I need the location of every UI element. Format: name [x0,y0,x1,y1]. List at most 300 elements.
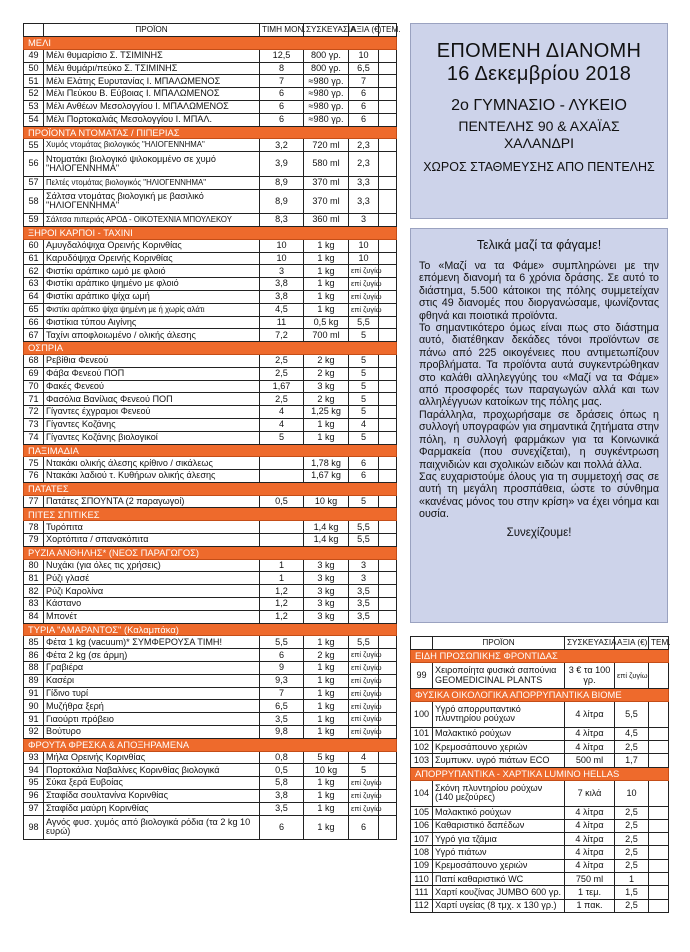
table-row [24,534,397,547]
item-name: Μήλα Ορεινής Κορινθίας [44,751,260,764]
item-number: 106 [411,819,433,832]
table-row [24,815,397,840]
item-package: ≈980 γρ. [304,75,349,88]
item-price: 6 [260,113,304,126]
item-price: 11 [260,316,304,329]
table-row [411,702,669,728]
item-quantity [379,380,397,393]
category-label: ΤΥΡΙΑ "ΑΜΑΡΑΝΤΟΣ" (Καλαμπάκα) [24,623,397,636]
item-name: Γίδινο τυρί [44,687,260,700]
item-quantity [649,886,669,899]
category-row [24,546,397,559]
item-quantity [379,610,397,623]
item-package: 1 πακ. [565,899,615,912]
item-number: 53 [24,100,44,113]
item-number: 112 [411,899,433,912]
item-name: Φιστίκι αράπικο ψημένο με φλοιό [44,278,260,291]
item-package: 800 γρ. [304,49,349,62]
item-price [260,457,304,470]
item-package: 2 kg [304,354,349,367]
item-number: 83 [24,598,44,611]
item-name: Φιστίκια τύπου Αιγίνης [44,316,260,329]
item-price: 0,8 [260,751,304,764]
item-package: 1 kg [304,431,349,444]
item-value: 5,5 [349,636,379,649]
item-name: Κάστανο [44,598,260,611]
item-price: 4 [260,406,304,419]
item-price: 6 [260,649,304,662]
item-value: 7 [349,75,379,88]
item-value: 2,5 [615,899,649,912]
column-header: ΤΙΜΗ ΜΟΝ. [260,24,304,37]
story-paragraph: Σας ευχαριστούμε όλους για τη συμμετοχή σας σε αυτή τη μεγάλη προσπάθεια, ώστε το σύνθημα «κανένας μόνος του στην κρίση» να έχει νόημα και ουσία. [419,470,659,521]
ann-area: ΧΑΛΑΝΔΡΙ [503,135,575,151]
item-number: 57 [24,176,44,189]
item-name: Ντακάκι ολικής άλεσης κρίθινο / σικάλεως [44,457,260,470]
table-row [24,176,397,189]
category-label: ΦΥΣΙΚΑ ΟΙΚΟΛΟΓΙΚΑ ΑΠΟΡΡΥΠΑΝΤΙΚΑ ΒΙΟΜΕ [411,688,669,701]
item-number: 60 [24,239,44,252]
item-name: Φασόλια Βανίλιας Φενεού ΠΟΠ [44,393,260,406]
item-price: 0,5 [260,764,304,777]
item-value: επί ζυγίω [349,726,379,739]
item-quantity [379,354,397,367]
item-number: 85 [24,636,44,649]
category-label: ΦΡΟΥΤΑ ΦΡΕΣΚΑ & ΑΠΟΞΗΡΑΜΕΝΑ [24,738,397,751]
item-name: Μέλι Πεύκου Β. Εύβοιας Ι. ΜΠΑΛΩΜΕΝΟΣ [44,88,260,101]
item-price: 9,3 [260,674,304,687]
item-value: 5 [349,495,379,508]
item-price: 1,2 [260,585,304,598]
item-value: 2,3 [349,152,379,177]
item-value: επί ζυγίω [349,777,379,790]
column-header [24,24,44,37]
category-row [24,342,397,355]
item-number: 64 [24,290,44,303]
item-quantity [379,152,397,177]
item-name: Καθαριστικό δαπέδων [433,819,565,832]
item-value: 5 [349,329,379,342]
item-value: 6,5 [349,62,379,75]
ann-school: 2ο ΓΥΜΝΑΣΙΟ - ΛΥΚΕΙΟ [451,97,627,114]
category-label: ΕΙΔΗ ΠΡΟΣΩΠΙΚΗΣ ΦΡΟΝΤΙΔΑΣ [411,650,669,663]
item-number: 58 [24,189,44,214]
item-value: 5 [349,393,379,406]
item-value: 5 [349,431,379,444]
category-label: ΜΕΛΙ [24,37,397,50]
table-row [411,899,669,912]
item-value: επί ζυγίω [349,265,379,278]
table-row [24,431,397,444]
item-number: 105 [411,806,433,819]
item-number: 108 [411,846,433,859]
item-quantity [379,470,397,483]
item-value: 6 [349,88,379,101]
item-quantity [649,702,669,728]
item-package: 2 kg [304,649,349,662]
item-price: 7,2 [260,329,304,342]
category-row [24,623,397,636]
item-price [260,521,304,534]
left-product-table [23,23,401,840]
item-number: 95 [24,777,44,790]
item-value: 3 [349,572,379,585]
item-value: 4 [349,751,379,764]
item-name: Χυμός ντομάτας βιολογικός "ΗΛΙΟΓΕΝΝΗΜΑ" [44,139,260,152]
story-title: Τελικά μαζί τα φάγαμε! [476,238,602,252]
item-name: Χαρτί κουζίνας JUMBO 600 γρ. [433,886,565,899]
item-name: Μέλι Ελάτης Ευρυτανίας Ι. ΜΠΑΛΩΜΕΝΟΣ [44,75,260,88]
item-quantity [379,598,397,611]
item-name: Σκόνη πλυντηρίου ρούχων (140 μεζούρες) [433,780,565,806]
table-row [24,189,397,214]
item-quantity [379,585,397,598]
item-package: 4 λίτρα [565,846,615,859]
table-row [411,833,669,846]
item-value: 3 [349,559,379,572]
item-price: 9 [260,662,304,675]
item-name: Ρύζι γλασέ [44,572,260,585]
table-row [411,886,669,899]
item-quantity [379,316,397,329]
item-package: 4 λίτρα [565,819,615,832]
item-package: 1 τεμ. [565,886,615,899]
item-package: 1,67 kg [304,470,349,483]
table-row [411,846,669,859]
item-number: 59 [24,214,44,227]
item-quantity [649,859,669,872]
item-price: 7 [260,687,304,700]
item-value: 2,5 [615,819,649,832]
item-package: 3 kg [304,585,349,598]
item-value: επί ζυγίω [349,700,379,713]
item-number: 94 [24,764,44,777]
table-row [24,598,397,611]
item-value: επί ζυγίω [349,713,379,726]
item-name: Ντοματάκι βιολογικό ψιλοκομμένο σε χυμό "ΗΛΙΟΓΕΝΝΗΜΑ" [44,152,260,177]
item-name: Γίγαντες Κοζάνης βιολογικοί [44,431,260,444]
item-name: Αμυγδαλόψιχα Ορεινής Κορινθίας [44,239,260,252]
item-package: ≈980 γρ. [304,100,349,113]
item-quantity [379,457,397,470]
item-number: 80 [24,559,44,572]
table-row [24,802,397,815]
item-package: 4 λίτρα [565,727,615,740]
item-name: Ντακάκι λαδιού τ. Κυθήρων ολικής άλεσης [44,470,260,483]
item-quantity [379,214,397,227]
table-row [24,367,397,380]
item-name: Μαλακτικό ρούχων [433,806,565,819]
item-price: 10 [260,252,304,265]
item-quantity [379,189,397,214]
item-value: 3,3 [349,189,379,214]
item-quantity [379,49,397,62]
item-number: 75 [24,457,44,470]
category-row [24,226,397,239]
item-price: 2,5 [260,354,304,367]
item-value: επί ζυγίω [349,674,379,687]
category-row [24,126,397,139]
item-package: 1 kg [304,790,349,803]
item-number: 74 [24,431,44,444]
item-value: 6 [349,100,379,113]
item-package: 1 kg [304,726,349,739]
item-value: επί ζυγίω [349,662,379,675]
item-value: 3,3 [349,176,379,189]
table-row [411,754,669,767]
item-name: Κρεμοσάπουνο χεριών [433,859,565,872]
table-row [24,152,397,177]
item-name: Γιαούρτι πρόβειο [44,713,260,726]
item-price: 3,5 [260,802,304,815]
item-package: 750 ml [565,873,615,886]
table-row [24,457,397,470]
item-name: Μέλι θυμαρίσιο Σ. ΤΣΙΜΙΝΗΣ [44,49,260,62]
item-number: 67 [24,329,44,342]
category-row [411,650,669,663]
ann-heading: ΕΠΟΜΕΝΗ ΔΙΑΝΟΜΗ [436,40,642,62]
item-number: 93 [24,751,44,764]
item-number: 103 [411,754,433,767]
item-package: 1,78 kg [304,457,349,470]
item-quantity [379,113,397,126]
item-number: 81 [24,572,44,585]
category-label: ΞΗΡΟΙ ΚΑΡΠΟΙ - ΤΑΧΙΝΙ [24,226,397,239]
item-quantity [649,780,669,806]
item-quantity [649,754,669,767]
item-value: 2,5 [615,846,649,859]
table-row [24,687,397,700]
item-package: 1 kg [304,713,349,726]
item-quantity [379,139,397,152]
item-package: ≈980 γρ. [304,113,349,126]
table-row [411,727,669,740]
item-quantity [649,833,669,846]
item-price: 3,8 [260,278,304,291]
item-number: 49 [24,49,44,62]
table-row [24,777,397,790]
item-number: 91 [24,713,44,726]
item-package: 700 ml [304,329,349,342]
story-paragraph: Παράλληλα, προχωρήσαμε σε δράσεις όπως η συλλογή υπογραφών για σημαντικά ζητήματα στην πόλη, η συλλογή φαρμάκων για τα Κοινωνικά Φαρμακεία (που συνεχίζεται), η συγκέντρωση παιχνιδιών και σχολικών ειδών και πολλά άλλα. [419,408,659,471]
item-package: 4 λίτρα [565,859,615,872]
item-name: Πελτές ντομάτας βιολογικός "ΗΛΙΟΓΕΝΝΗΜΑ" [44,176,260,189]
item-number: 77 [24,495,44,508]
item-value: 3,5 [349,598,379,611]
item-quantity [379,75,397,88]
item-value: 5,5 [615,702,649,728]
category-label: ΑΠΟΡΡΥΠΑΝΤΙΚΑ - ΧΑΡΤΙΚΑ LUMINO HELLAS [411,767,669,780]
item-price: 8,9 [260,189,304,214]
table-row [24,572,397,585]
item-number: 110 [411,873,433,886]
item-name: Χορτόπιτα / σπανακόπιτα [44,534,260,547]
item-package: 1 kg [304,252,349,265]
item-package: 1 kg [304,239,349,252]
item-name: Σταφίδα σουλτανίνα Κορινθίας [44,790,260,803]
item-quantity [379,62,397,75]
table-row [411,741,669,754]
item-package: 1 kg [304,674,349,687]
item-price: 1,67 [260,380,304,393]
item-quantity [379,636,397,649]
ann-date: 16 Δεκεμβρίου 2018 [446,63,632,85]
item-price: 3,5 [260,713,304,726]
item-name: Γίγαντες Κοζάνης [44,418,260,431]
table-row [411,663,669,689]
item-number: 107 [411,833,433,846]
item-number: 55 [24,139,44,152]
item-name: Μέλι Ανθέων Μεσολογγίου Ι. ΜΠΑΛΩΜΕΝΟΣ [44,100,260,113]
item-number: 98 [24,815,44,840]
item-number: 70 [24,380,44,393]
table-row [24,662,397,675]
item-quantity [379,418,397,431]
item-name: Φέτα 2 kg (σε άρμη) [44,649,260,662]
item-name: Υγρό πιάτων [433,846,565,859]
item-name: Βούτυρο [44,726,260,739]
item-package: 1 kg [304,418,349,431]
table-row [24,636,397,649]
column-header: ΣΥΣΚΕΥΑΣΙΑ [304,24,349,37]
table-header-row [24,24,397,37]
category-row [24,37,397,50]
item-name: Φιστίκι αράπικο ψίχα ωμή [44,290,260,303]
item-package: 370 ml [304,189,349,214]
table-row [24,278,397,291]
story-paragraph: Το σημαντικότερο όμως είναι πως στο διάστημα αυτό, διατέθηκαν δεκάδες τόνοι προϊόντων σε πάνω από 225 οικογένειες που αντιμετωπίζουν προβλήματα. Τα προϊόντα αυτά συγκεντρώθηκαν στο καλάθι αλληλεγγύης του «Μαζί να τα Φάμε» από προσφορές των παραγωγών αλλά και των αλληλέγγυων κατοίκων της πόλης μας. [419,322,659,409]
item-quantity [649,806,669,819]
item-value: 5 [349,367,379,380]
item-price: 6 [260,88,304,101]
table-row [24,265,397,278]
column-header [411,637,433,650]
table-row [24,674,397,687]
item-price: 4 [260,418,304,431]
item-package: 5 kg [304,751,349,764]
item-number: 90 [24,700,44,713]
table-row [24,726,397,739]
item-value: 1,5 [615,886,649,899]
item-value: 2,5 [615,741,649,754]
table-row [24,214,397,227]
item-price: 5,5 [260,636,304,649]
item-value: 6 [349,470,379,483]
next-distribution-box [410,23,668,219]
item-value: 2,5 [615,833,649,846]
category-label: ΟΣΠΡΙΑ [24,342,397,355]
category-label: ΠΙΤΕΣ ΣΠΙΤΙΚΕΣ [24,508,397,521]
item-number: 78 [24,521,44,534]
item-value: 5,5 [349,521,379,534]
item-price: 6 [260,100,304,113]
table-row [24,418,397,431]
item-package: 4 λίτρα [565,833,615,846]
item-price: 1 [260,572,304,585]
category-row [411,767,669,780]
item-quantity [379,252,397,265]
column-header: ΠΡΟΪΟΝ [433,637,565,650]
table-row [24,75,397,88]
item-number: 97 [24,802,44,815]
table-row [24,88,397,101]
item-number: 109 [411,859,433,872]
table-row [24,380,397,393]
table-row [24,559,397,572]
item-package: 1 kg [304,303,349,316]
item-number: 63 [24,278,44,291]
item-price: 9,8 [260,726,304,739]
item-number: 51 [24,75,44,88]
item-package: 4 λίτρα [565,806,615,819]
item-value: επί ζυγίω [349,278,379,291]
table-row [24,751,397,764]
item-package: 2 kg [304,367,349,380]
item-name: Μέλι θυμάρι/πεύκο Σ. ΤΣΙΜΙΝΗΣ [44,62,260,75]
item-number: 92 [24,726,44,739]
table-row [24,470,397,483]
item-name: Φακές Φενεού [44,380,260,393]
item-quantity [649,899,669,912]
item-number: 89 [24,674,44,687]
table-row [24,329,397,342]
item-number: 62 [24,265,44,278]
table-row [24,100,397,113]
item-name: Μέλι Πορτοκαλιάς Μεσολογγίου Ι. ΜΠΑΛ. [44,113,260,126]
item-quantity [649,663,669,689]
item-name: Χαρτί υγείας (8 τμχ. x 130 γρ.) [433,899,565,912]
item-quantity [379,534,397,547]
item-value: επί ζυγίω [349,303,379,316]
item-package: 3 kg [304,610,349,623]
table-row [24,316,397,329]
item-quantity [379,393,397,406]
item-value: επί ζυγίω [349,687,379,700]
item-quantity [379,88,397,101]
table-row [24,700,397,713]
item-quantity [379,764,397,777]
item-price [260,534,304,547]
item-quantity [379,431,397,444]
item-number: 79 [24,534,44,547]
item-package: 3 kg [304,598,349,611]
item-number: 96 [24,790,44,803]
item-package: ≈980 γρ. [304,88,349,101]
item-price: 3,2 [260,139,304,152]
table-row [411,780,669,806]
item-price: 6 [260,815,304,840]
item-value: 1,7 [615,754,649,767]
item-quantity [649,873,669,886]
item-number: 71 [24,393,44,406]
item-value: 10 [349,252,379,265]
category-row [24,738,397,751]
item-number: 72 [24,406,44,419]
item-quantity [649,846,669,859]
item-name: Μπονέτ [44,610,260,623]
table-row [24,113,397,126]
item-value: 5 [349,764,379,777]
item-name: Σάλτσα ντομάτας βιολογική με βασιλικό "ΗΛΙΟΓΕΝΝΗΜΑ" [44,189,260,214]
item-price: 12,5 [260,49,304,62]
item-name: Γίγαντες έχγραμοι Φενεού [44,406,260,419]
item-name: Ταχίνι αποφλοιωμένο / ολικής άλεσης [44,329,260,342]
item-price: 8 [260,62,304,75]
column-header: ΑΞΙΑ (€) [349,24,379,37]
item-name: Ρύζι Καρολίνα [44,585,260,598]
category-row [24,508,397,521]
table-row [411,819,669,832]
